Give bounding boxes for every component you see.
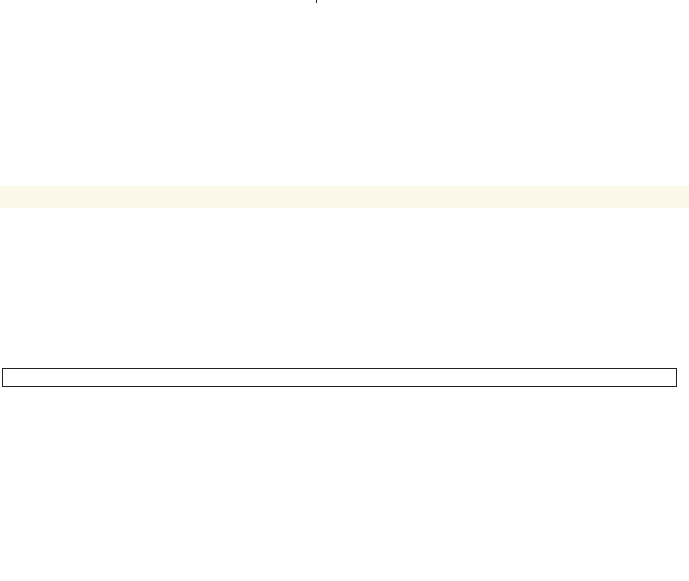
top-border-tick <box>316 0 317 3</box>
table-header <box>2 368 677 387</box>
page-fold-band <box>0 186 689 208</box>
